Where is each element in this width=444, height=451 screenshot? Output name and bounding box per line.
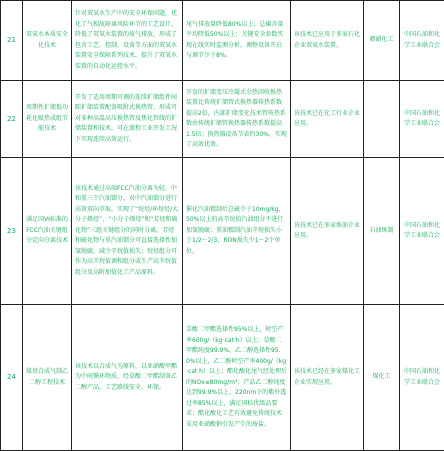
table-row [1,158,444,305]
technology-description: 开发了适用周期可调的连续扩储组件间隙扩储装置配备吸附式换热管，形成可对多种高温高压换热管及焦化管线的扩储装置和技术，可在流程工业开发工况下实现连续高效运行。 [72,81,183,158]
row-number: 22 [1,81,23,158]
technology-effect: 草酸二甲酯选择性95%以上，时空产率600g/（kg·cat·h）以上；草酸二甲酯纯度99.9%，乙二醇选择性95.0%以上，乙二醇时空产率400g/（kg·cat·h）以上；酯化酸化尾气经处理后的NOx≤80mg/m³；产品乙二醇纯度达到99.9%以上，220nm下的紫外透过率85%以上，满足国标优级品要求；酯化酸化工艺有效避免传统技术采用亚硝酸钠引发产生的废盐。 [183,305,291,451]
applicable-field [364,81,400,158]
applicable-field: 石油炼制 [364,158,400,305]
technology-effect: 开发的扩储变压冷凝式余热回收换热装置比传统扩储管式换热器传热系数提高2倍，内部扩储变化技术管传热系数由传统扩储管换热器传热系数提高1.5倍；换热器设备节省约30%，实现了高效优效。 [183,81,291,158]
table-row [1,305,444,451]
application-status: 该技术已在化工行业企业应用。 [291,81,364,158]
technology-name: 周期性扩储低功耗化吸热成组节能技术 [23,81,72,158]
row-number: 23 [1,158,23,305]
application-status: 该技术已经在多家煤化工企业实现应用。 [291,305,364,451]
technology-description: 该技术以合成气为原料，以亚硝酸甲酯为中间循环物质，经草酸二甲酯制备乙二醇产品，工艺路线安全、环保。 [72,305,183,451]
recommending-unit: 中国石油和化学工业联合会 [400,81,444,158]
table-row [1,81,444,158]
application-status: 该技术已应用于多家石化企业双氧水装置。 [291,1,364,81]
technology-effect: 尾气排放量降低80%以上；总碳含量平均降低50%以上；关键安全参数实现在线实时监测分析，调整设备开启与调节少于8%。 [183,1,291,81]
recommending-unit: 中国石油和化学工业联合会 [400,158,444,305]
row-number: 24 [1,305,23,451]
applicable-field: 煤化工 [364,305,400,451]
technology-name: 满足国VI标准的FCC汽油关键组分定向分离技术 [23,158,72,305]
row-number: 21 [1,1,23,81]
technology-effect: 催化汽油精制后总硫少于10mg/kg，50%以上的高辛烷值汽油组分不进行加氢脱硫；重油精制汽油辛烷损失小于1/2～2/3，RON损失少1～2个单位。 [183,158,291,305]
application-status: 该技术已在多家炼油企业应用。 [291,158,364,305]
table-row [1,1,444,81]
technology-name: 煤基合成气制乙二醇工程技术 [23,305,72,451]
technology-description: 针对双氧水生产中的安全环保问题，优化了气相故障离风险环节的工艺设计，降低了双氧水装置的废气排放，形成了包含工艺、控制、设备等方面的双氧水装置安全保障系列技术，提升了双氧水装置的自动化运控水平。 [72,1,183,81]
recommending-unit: 中国石油和化学工业联合会 [400,1,444,81]
applicable-field: 赣硝化工 [364,1,400,81]
technology-description: 该技术通过高端FCC汽油分离为轻、中和重三个汽油馏分，对中汽油馏分进行高效双向萃取，实现了“烷烃/环烷烃/大分子烯烃”、“小分子烯烃”和“芳烃和硫化物”三组关键组分的同时分离。芳烃和硫化物与重汽油馏分可直接选择性加氢脱硫，减少辛烷值损失；烷烃组分可作为高辛烷值调和组分或生产高辛烷值组分及高附加值化工产品原料。 [72,158,183,305]
recommending-unit: 中国石油和化学工业联合会 [400,305,444,451]
technology-name: 双氧水本质安全化技术 [23,1,72,81]
